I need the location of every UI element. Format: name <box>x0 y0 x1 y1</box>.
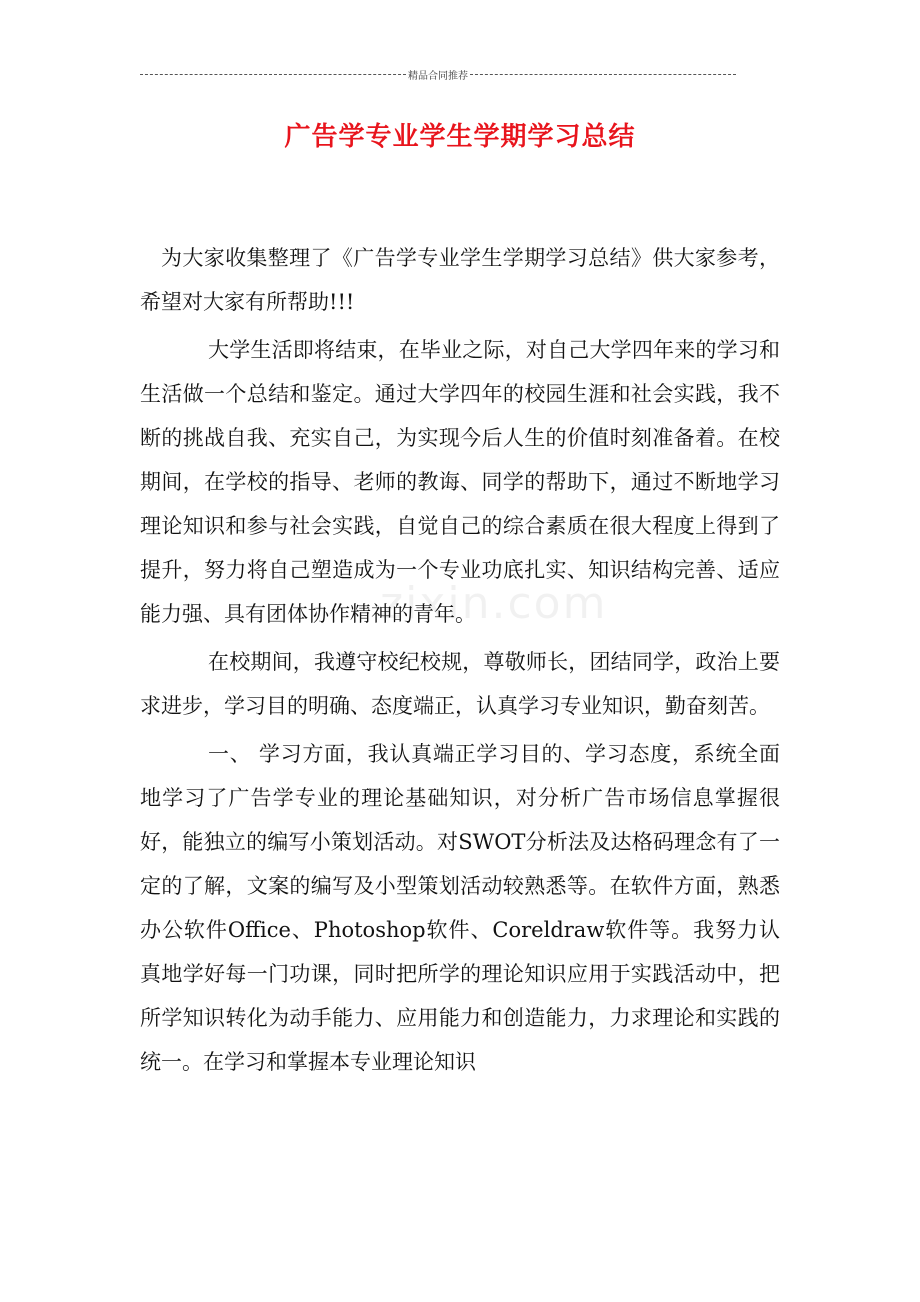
body-paragraph-2: 在校期间，我遵守校纪校规，尊敬师长，团结同学，政治上要求进步，学习目的明确、态度端正，认真学习专业知识，勤奋刻苦。 <box>140 650 780 718</box>
document-body <box>140 236 780 1088</box>
header-dash-left <box>140 74 406 75</box>
body-paragraph-1: 大学生活即将结束，在毕业之际，对自己大学四年来的学习和生活做一个总结和鉴定。通过大学四年的校园生涯和社会实践，我不断的挑战自我、充实自己，为实现今后人生的价值时刻准备着。在校期间，在学校的指导、老师的教诲、同学的帮助下，通过不断地学习理论知识和参与社会实践，自觉自己的综合素质在很大程度上得到了提升，努力将自己塑造成为一个专业功底扎实、知识结构完善、适应能力强、具有团体协作精神的青年。 <box>140 338 780 626</box>
intro-paragraph: 为大家收集整理了《广告学专业学生学期学习总结》供大家参考，希望对大家有所帮助!!! <box>140 246 780 314</box>
watermark: zixin.com <box>380 578 608 629</box>
document-title: 广告学专业学生学期学习总结 <box>284 122 636 152</box>
header-dash-right <box>470 74 736 75</box>
header-label: 精品合同推荐 <box>408 70 468 82</box>
body-paragraph-3: 一、 学习方面，我认真端正学习目的、学习态度，系统全面地学习了广告学专业的理论基础知识，对分析广告市场信息掌握很好，能独立的编写小策划活动。对SWOT分析法及达格码理念有了一定的了解，文案的编写及小型策划活动较熟悉等。在软件方面，熟悉办公软件Office、Photoshop软件、Coreldraw软件等。我努力认真地学好每一门功课，同时把所学的理论知识应用于实践活动中，把所学知识转化为动手能力、应用能力和创造能力，力求理论和实践的统一。在学习和掌握本专业理论知识 <box>140 742 780 1074</box>
page-header <box>140 68 736 80</box>
